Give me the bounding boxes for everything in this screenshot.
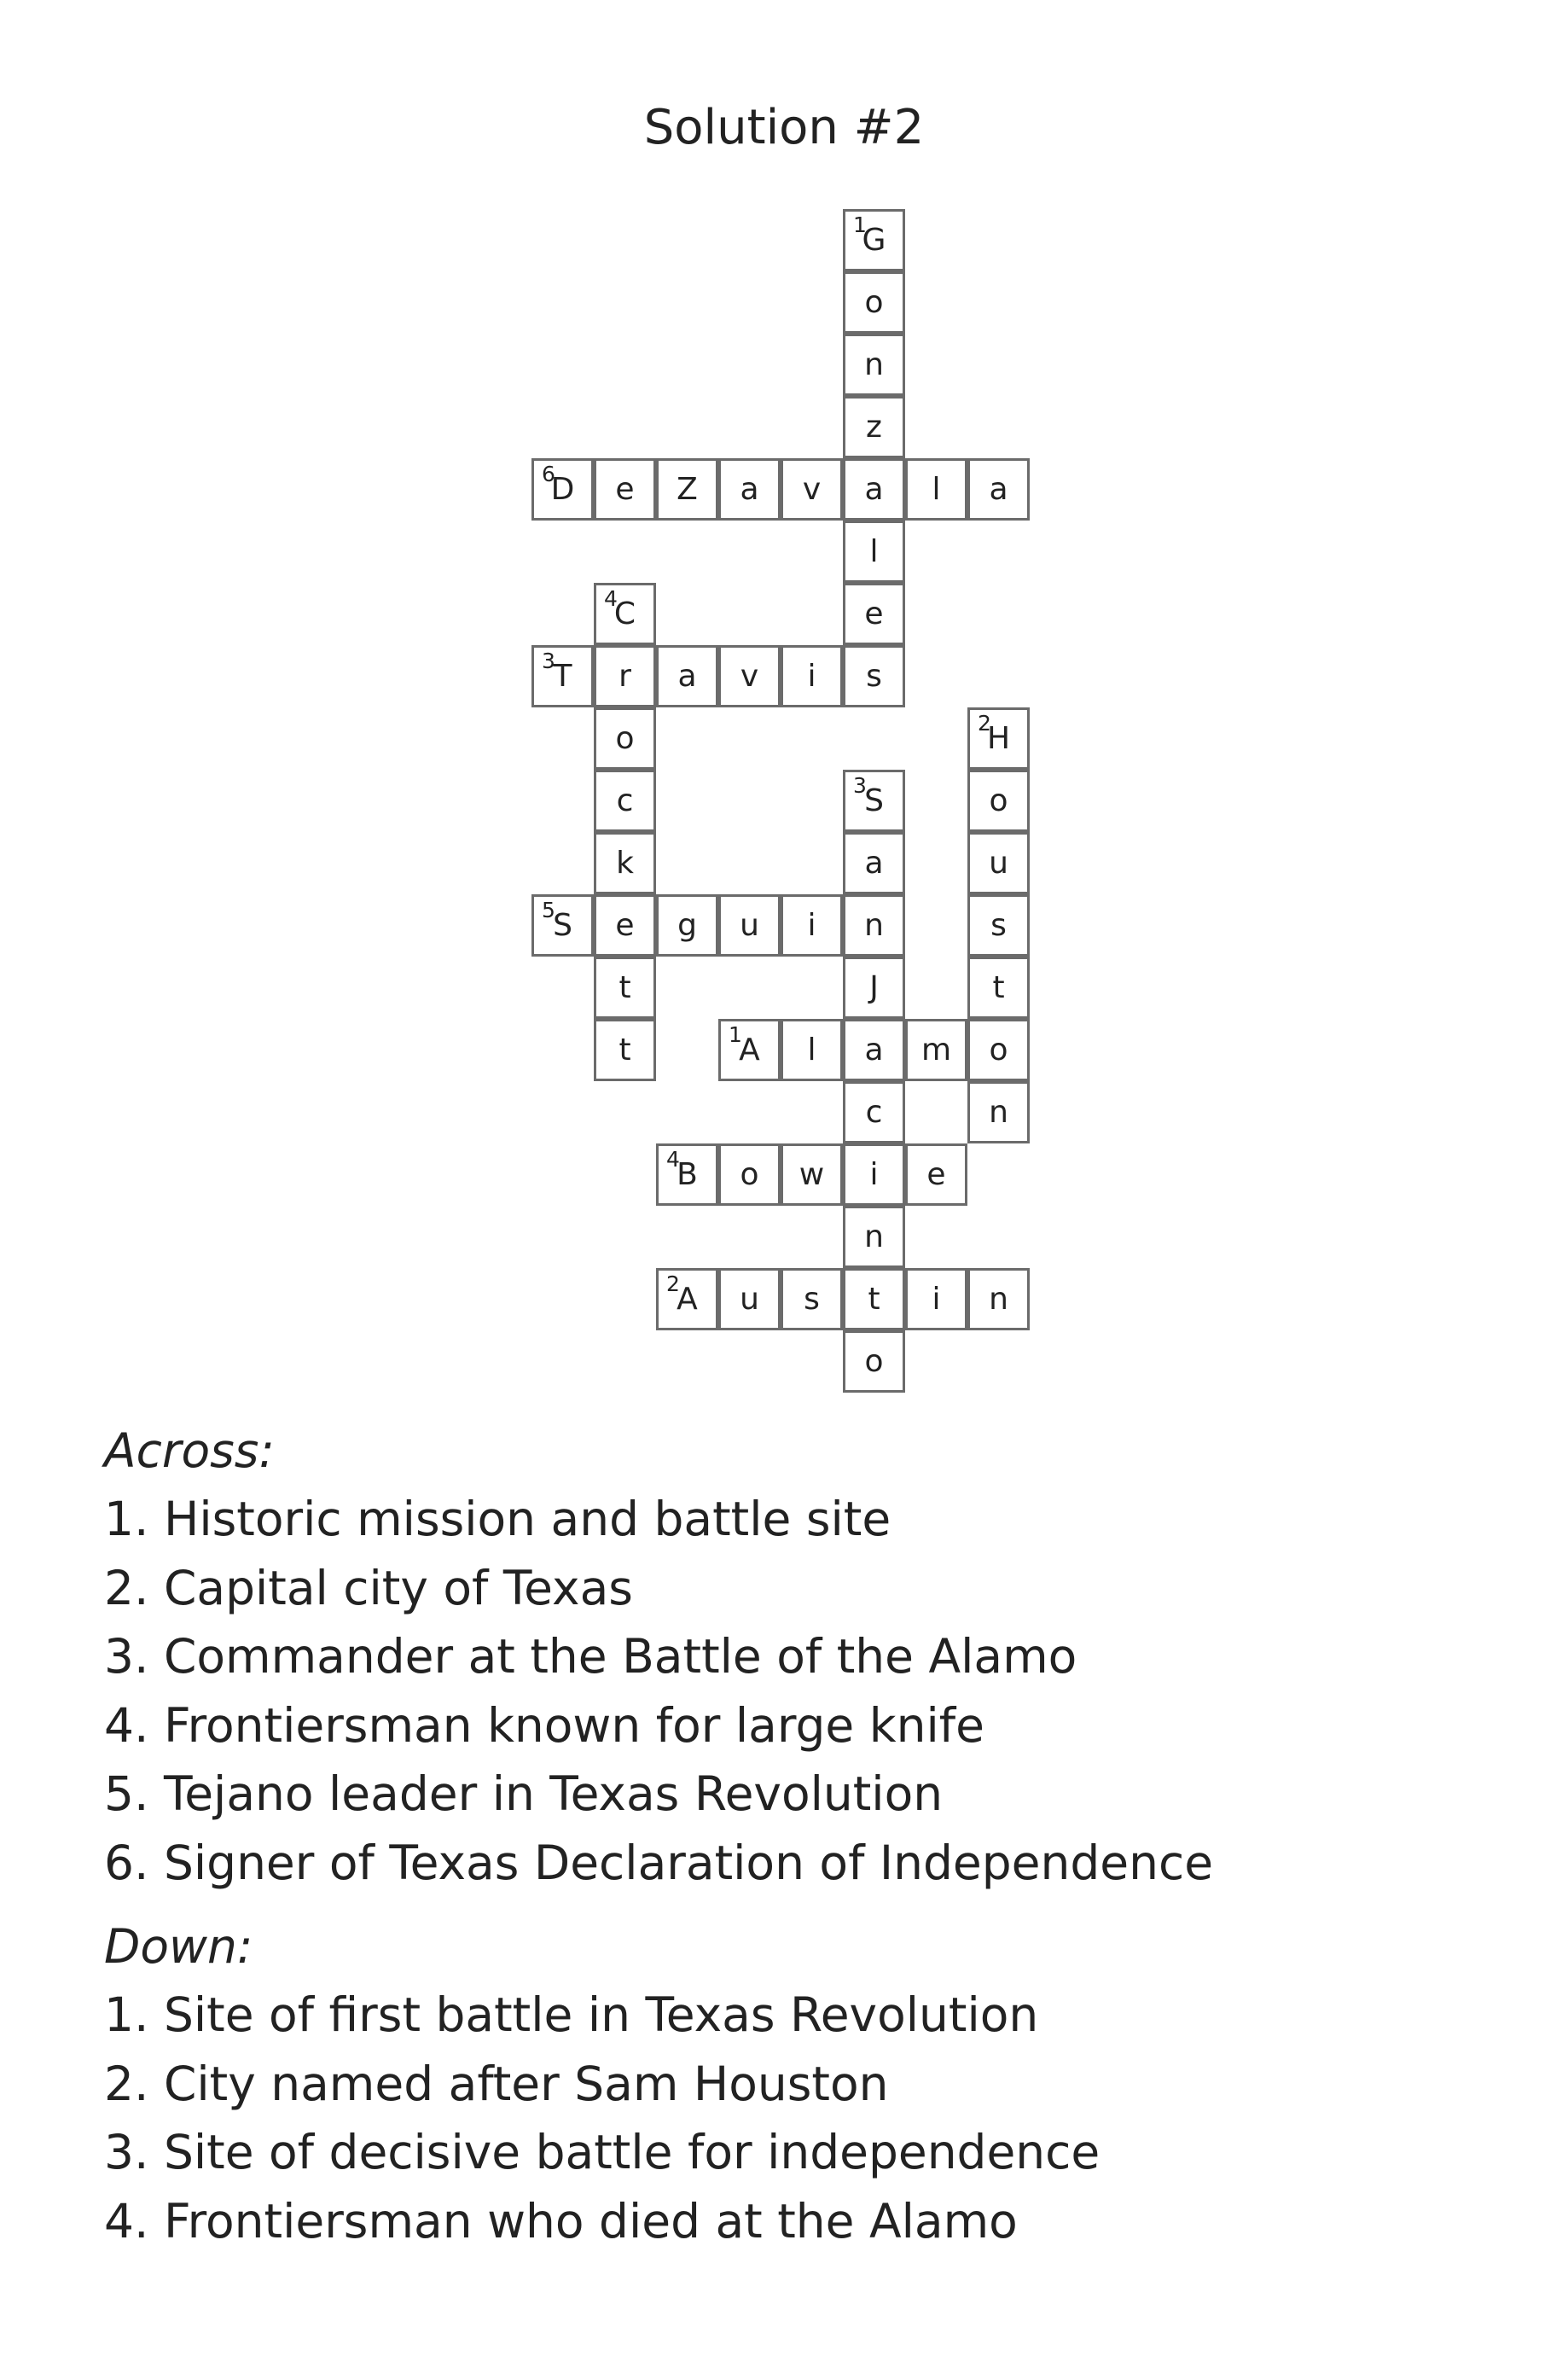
crossword-cell bbox=[656, 894, 718, 957]
crossword-cell bbox=[967, 458, 1030, 521]
crossword-cell bbox=[967, 707, 1030, 770]
clue-number: 3 bbox=[853, 773, 867, 798]
crossword-cell bbox=[594, 583, 656, 645]
crossword-cell bbox=[718, 1143, 781, 1206]
across-clue: 3. Commander at the Battle of the Alamo bbox=[104, 1629, 1077, 1684]
crossword-cell bbox=[594, 645, 656, 707]
cell-letter: r bbox=[618, 659, 631, 694]
cell-letter: v bbox=[802, 472, 822, 507]
crossword-cell bbox=[905, 1143, 967, 1206]
crossword-cell bbox=[967, 957, 1030, 1019]
cell-letter: D bbox=[550, 472, 575, 507]
down-clue: 3. Site of decisive battle for independence bbox=[104, 2125, 1101, 2179]
crossword-cell bbox=[656, 1143, 718, 1206]
crossword-cell bbox=[781, 894, 843, 957]
cell-letter: i bbox=[807, 908, 816, 943]
crossword-cell bbox=[656, 458, 718, 521]
crossword-cell bbox=[843, 1081, 905, 1143]
clues-section bbox=[104, 1417, 1213, 2255]
cell-letter: k bbox=[616, 846, 634, 881]
clue-number: 4 bbox=[604, 586, 618, 611]
crossword-cell bbox=[594, 894, 656, 957]
across-clue: 1. Historic mission and battle site bbox=[104, 1492, 891, 1546]
cell-letter: g bbox=[677, 908, 697, 943]
cell-letter: t bbox=[618, 970, 631, 1005]
cell-letter: n bbox=[989, 1095, 1008, 1130]
cell-letter: a bbox=[864, 1033, 884, 1068]
crossword-cell bbox=[594, 770, 656, 832]
across-clue: 5. Tejano leader in Texas Revolution bbox=[104, 1766, 944, 1821]
crossword-cell bbox=[594, 832, 656, 894]
clue-number: 1 bbox=[853, 212, 867, 237]
clue-number: 3 bbox=[542, 649, 555, 673]
cell-letter: C bbox=[613, 596, 636, 631]
cell-letter: l bbox=[932, 472, 941, 507]
clue-number: 2 bbox=[666, 1271, 680, 1296]
cell-letter: e bbox=[615, 908, 635, 943]
cell-letter: a bbox=[864, 472, 884, 507]
cell-letter: s bbox=[804, 1282, 820, 1317]
cell-letter: e bbox=[615, 472, 635, 507]
crossword-cell bbox=[781, 645, 843, 707]
cell-letter: s bbox=[866, 659, 882, 694]
crossword-cell bbox=[781, 458, 843, 521]
cell-letter: u bbox=[740, 1282, 759, 1317]
crossword-cell bbox=[967, 1268, 1030, 1330]
crossword-cell bbox=[843, 1143, 905, 1206]
crossword-cell bbox=[843, 957, 905, 1019]
cell-letter: i bbox=[807, 659, 816, 694]
clue-number: 4 bbox=[666, 1147, 680, 1172]
cell-letter: w bbox=[799, 1157, 825, 1192]
crossword-cell bbox=[718, 645, 781, 707]
down-clue: 4. Frontiersman who died at the Alamo bbox=[104, 2193, 1018, 2249]
cell-letter: o bbox=[864, 1344, 884, 1379]
crossword-cell bbox=[656, 645, 718, 707]
crossword-cell bbox=[531, 645, 594, 707]
crossword-cell bbox=[781, 1019, 843, 1081]
crossword-cell bbox=[967, 1081, 1030, 1143]
cell-letter: i bbox=[869, 1157, 879, 1192]
crossword-cell bbox=[843, 645, 905, 707]
across-heading: Across: bbox=[104, 1423, 275, 1478]
crossword-cell bbox=[843, 396, 905, 458]
down-clues bbox=[104, 1912, 1213, 2255]
cell-letter: l bbox=[807, 1033, 816, 1068]
crossword-cell bbox=[718, 1268, 781, 1330]
across-clue: 4. Frontiersman known for large knife bbox=[104, 1697, 984, 1753]
crossword-cell bbox=[843, 521, 905, 583]
crossword-cell bbox=[905, 1268, 967, 1330]
cell-letter: u bbox=[989, 846, 1008, 881]
cell-letter: o bbox=[989, 783, 1008, 818]
crossword-cell bbox=[594, 707, 656, 770]
cell-letter: o bbox=[989, 1033, 1008, 1068]
down-clue: 1. Site of first battle in Texas Revolution bbox=[104, 1987, 1039, 2042]
cell-letter: a bbox=[864, 846, 884, 881]
crossword-cell bbox=[843, 271, 905, 334]
cell-letter: G bbox=[862, 223, 886, 258]
cell-letter: m bbox=[920, 1033, 952, 1068]
cell-letter: u bbox=[740, 908, 759, 943]
cell-letter: n bbox=[989, 1282, 1008, 1317]
across-clues bbox=[104, 1417, 1213, 1897]
cell-letter: c bbox=[865, 1095, 883, 1130]
cell-letter: s bbox=[990, 908, 1007, 943]
crossword-cell bbox=[718, 894, 781, 957]
crossword-cell bbox=[531, 458, 594, 521]
crossword-cell bbox=[843, 583, 905, 645]
cell-letter: a bbox=[677, 659, 697, 694]
clue-number: 5 bbox=[542, 898, 555, 922]
crossword-cell bbox=[718, 1019, 781, 1081]
cell-letter: S bbox=[553, 908, 572, 943]
cell-letter: i bbox=[932, 1282, 941, 1317]
crossword-cell bbox=[781, 1268, 843, 1330]
cell-letter: v bbox=[740, 659, 759, 694]
cell-letter: e bbox=[926, 1157, 946, 1192]
cell-letter: o bbox=[864, 285, 884, 320]
crossword-cell bbox=[843, 770, 905, 832]
crossword-cell bbox=[967, 1019, 1030, 1081]
crossword-cell bbox=[905, 458, 967, 521]
cell-letter: H bbox=[986, 721, 1011, 756]
crossword-cell bbox=[967, 832, 1030, 894]
crossword-cell bbox=[843, 894, 905, 957]
cell-letter: e bbox=[864, 596, 884, 631]
cell-letter: A bbox=[677, 1282, 698, 1317]
crossword-cell bbox=[843, 1019, 905, 1081]
crossword-cell bbox=[843, 832, 905, 894]
crossword-cell bbox=[843, 458, 905, 521]
crossword-cell bbox=[594, 458, 656, 521]
cell-letter: z bbox=[866, 410, 882, 445]
crossword-cell bbox=[656, 1268, 718, 1330]
cell-letter: t bbox=[868, 1282, 880, 1317]
crossword-cell bbox=[531, 894, 594, 957]
across-clue: 6. Signer of Texas Declaration of Independence bbox=[104, 1835, 1214, 1890]
crossword-cell bbox=[781, 1143, 843, 1206]
cell-letter: B bbox=[677, 1157, 698, 1192]
down-clue: 2. City named after Sam Houston bbox=[104, 2056, 889, 2111]
cell-letter: n bbox=[864, 347, 884, 382]
cell-letter: a bbox=[740, 472, 759, 507]
cell-letter: S bbox=[864, 783, 884, 818]
crossword-cell bbox=[718, 458, 781, 521]
crossword-cell bbox=[594, 957, 656, 1019]
crossword-cell bbox=[967, 894, 1030, 957]
cell-letter: n bbox=[864, 1219, 884, 1254]
crossword-cell bbox=[843, 1206, 905, 1268]
cell-letter: a bbox=[989, 472, 1008, 507]
crossword-cell bbox=[967, 770, 1030, 832]
cell-letter: o bbox=[740, 1157, 759, 1192]
cell-letter: Z bbox=[677, 472, 698, 507]
cell-letter: J bbox=[869, 970, 879, 1005]
across-clue: 2. Capital city of Texas bbox=[104, 1560, 633, 1615]
cell-letter: t bbox=[992, 970, 1005, 1005]
crossword-cell bbox=[843, 334, 905, 396]
cell-letter: n bbox=[864, 908, 884, 943]
crossword-cell bbox=[843, 209, 905, 271]
crossword-cell bbox=[843, 1268, 905, 1330]
cell-letter: A bbox=[739, 1033, 760, 1068]
cell-letter: o bbox=[615, 721, 635, 756]
cell-letter: t bbox=[618, 1033, 631, 1068]
clue-number: 2 bbox=[978, 711, 991, 736]
crossword-cell bbox=[594, 1019, 656, 1081]
cell-letter: l bbox=[869, 534, 879, 569]
crossword-cell bbox=[843, 1330, 905, 1393]
cell-letter: c bbox=[616, 783, 634, 818]
page-title: Solution #2 bbox=[643, 100, 925, 155]
cell-letter: T bbox=[553, 659, 572, 694]
clue-number: 6 bbox=[542, 462, 555, 486]
clue-number: 1 bbox=[729, 1022, 742, 1047]
down-heading: Down: bbox=[104, 1919, 253, 1974]
crossword-cell bbox=[905, 1019, 967, 1081]
